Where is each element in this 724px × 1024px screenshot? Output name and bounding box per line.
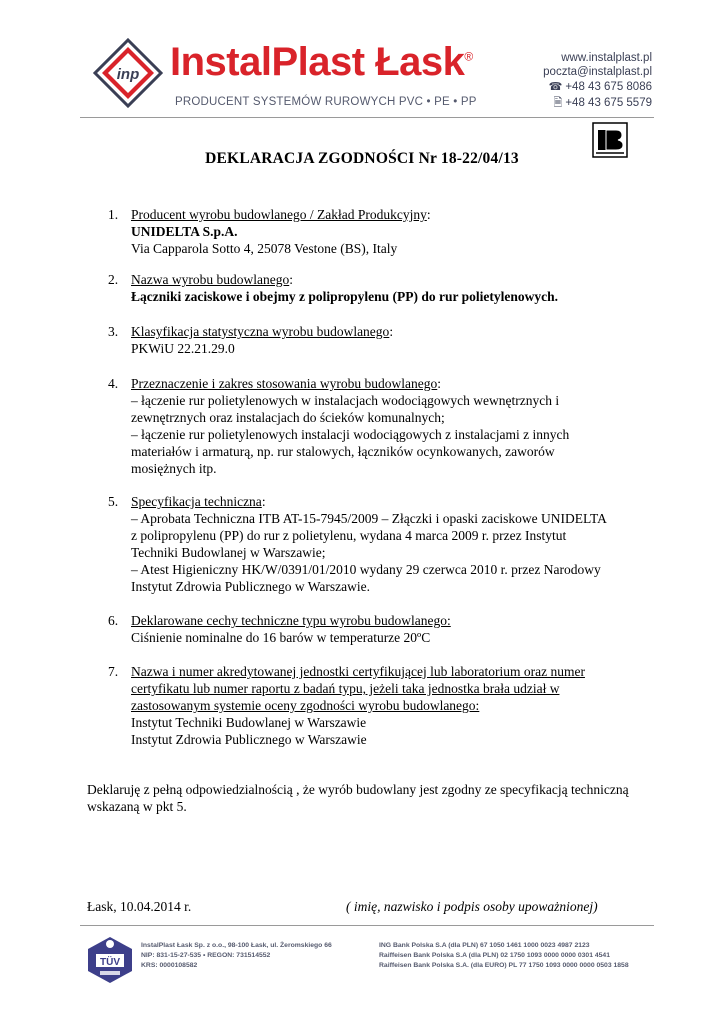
list-item: [108, 612, 668, 646]
footer-bank-3: Raiffeisen Bank Polska S.A. (dla EURO) PL 77 1750 1093 0000 0000 0503 1858: [379, 962, 629, 969]
item-number: 5.: [108, 494, 119, 509]
footer-bank-1: ING Bank Polska S.A (dla PLN) 67 1050 1461 1000 0023 4987 2123: [379, 942, 590, 949]
footer-divider: [80, 925, 654, 926]
certifying-body: Instytut Techniki Budowlanej w Warszawie: [131, 715, 367, 730]
brand-name: [170, 40, 473, 85]
fax-icon: 🗎: [553, 97, 563, 109]
item-number: 3.: [108, 324, 119, 339]
item-number: 1.: [108, 207, 119, 222]
company-logo-icon: [93, 38, 163, 108]
manufacturer-name: UNIDELTA S.p.A.: [131, 224, 238, 239]
list-item: 5. Specyfikacja techniczna: – Aprobata Techniczna ITB AT-15-7945/2009 – Złączki i opaski zaciskowe UNIDELTA z polipropylenu (PP) do rur z polietylenu, wydana 4 marca 2009 r. przez Instytut Techniki Budowlanej w Warszawie; – Atest Higieniczny HK/W/0391/01/2010 wydany 29 czerwca 2010 r. przez Narodowy Instytut Zdrowia Publicznego w Warszawie.: [108, 493, 668, 595]
item-heading: zastosowanym systemie oceny zgodności wyrobu budowlanego:: [131, 698, 480, 713]
list-item: 2. Nazwa wyrobu budowlanego: Łączniki zaciskowe i obejmy z polipropylenu (PP) do rur polietylenowych.: [108, 271, 668, 305]
footer-nip: NIP: 831-15-27-535 • REGON: 731514552: [141, 952, 271, 959]
item-heading: Przeznaczenie i zakres stosowania wyrobu budowlanego: [131, 376, 438, 391]
item-line: – Atest Higieniczny HK/W/0391/01/2010 wydany 29 czerwca 2010 r. przez Narodowy: [131, 562, 601, 577]
item-line: materiałów i armaturą, np. rur stalowych, łączników ocynkowanych, zaworów: [131, 444, 555, 459]
registered-mark: ®: [464, 49, 473, 64]
item-line: Instytut Zdrowia Publicznego w Warszawie.: [131, 579, 370, 594]
fax-number: +48 43 675 5579: [565, 97, 652, 109]
manufacturer-address: Via Capparola Sotto 4, 25078 Vestone (BS), Italy: [131, 241, 398, 256]
classification-code: PKWiU 22.21.29.0: [131, 341, 235, 356]
list-item: [108, 663, 668, 748]
item-heading: certyfikatu lub numer raportu z badań typu, jeżeli taka jednostka brała udział w: [131, 681, 560, 696]
item-number: 6.: [108, 613, 119, 628]
website-link[interactable]: www.instalplast.pl: [561, 52, 652, 64]
item-number: 4.: [108, 376, 119, 391]
signature-caption: ( imię, nazwisko i podpis osoby upoważnionej): [346, 899, 598, 914]
list-item: 1. Producent wyrobu budowlanego / Zakład Produkcyjny: UNIDELTA S.p.A. Via Capparola Sotto 4, 25078 Vestone (BS), Italy: [108, 206, 668, 257]
phone-number: +48 43 675 8086: [565, 81, 652, 93]
footer-krs: KRS: 0000108582: [141, 962, 198, 969]
document-title: DEKLARACJA ZGODNOŚCI Nr 18-22/04/13: [205, 150, 519, 167]
item-heading: Producent wyrobu budowlanego / Zakład Produkcyjny: [131, 207, 427, 222]
tuv-certification-icon: [86, 935, 134, 985]
item-heading: Specyfikacja techniczna: [131, 494, 262, 509]
brand-tagline: PRODUCENT SYSTEMÓW RUROWYCH PVC • PE • PP: [175, 96, 477, 108]
item-line: – łączenie rur polietylenowych instalacji wodociągowych z instalacjami z innych: [131, 427, 570, 442]
item-heading: Klasyfikacja statystyczna wyrobu budowlanego: [131, 324, 390, 339]
item-number: 7.: [108, 664, 119, 679]
item-number: 2.: [108, 272, 119, 287]
item-heading: Nazwa i numer akredytowanej jednostki certyfikującej lub laboratorium oraz numer: [131, 664, 585, 679]
item-line: mosiężnych itp.: [131, 461, 217, 476]
fax-line: [553, 94, 652, 113]
header-divider: [80, 117, 654, 118]
item-line: Techniki Budowlanej w Warszawie;: [131, 545, 326, 560]
item-line: – Aprobata Techniczna ITB AT-15-7945/2009 – Złączki i opaski zaciskowe UNIDELTA: [131, 511, 607, 526]
footer-company: InstalPlast Łask Sp. z o.o., 98-100 Łask, ul. Żeromskiego 66: [141, 942, 332, 949]
footer-bank-2: Raiffeisen Bank Polska S.A (dla PLN) 02 1750 1093 0000 0000 0301 4541: [379, 952, 610, 959]
item-line: – łączenie rur polietylenowych w instalacjach wodociągowych wewnętrznych i: [131, 393, 560, 408]
badge-text: TÜV: [100, 957, 120, 968]
email-link[interactable]: poczta@instalplast.pl: [543, 66, 652, 78]
item-line: zewnętrznych oraz instalacjach do ścieków komunalnych;: [131, 410, 445, 425]
nominal-pressure: Ciśnienie nominalne do 16 barów w temperaturze 20ºC: [131, 630, 431, 645]
place-date: Łask, 10.04.2014 r.: [87, 899, 192, 914]
declaration-text: Deklaruję z pełną odpowiedzialnością , że wyrób budowlany jest zgodny ze specyfikacją techniczną wskazaną w pkt 5.: [87, 782, 629, 814]
phone-icon: ☎: [548, 81, 563, 93]
certifying-body: Instytut Zdrowia Publicznego w Warszawie: [131, 732, 367, 747]
phone-line: [549, 80, 652, 93]
item-heading: Nazwa wyrobu budowlanego: [131, 272, 290, 287]
item-heading: Deklarowane cechy techniczne typu wyrobu budowlanego:: [131, 613, 451, 628]
list-item: 3. Klasyfikacja statystyczna wyrobu budowlanego: PKWiU 22.21.29.0: [108, 323, 668, 357]
product-name: Łączniki zaciskowe i obejmy z polipropylenu (PP) do rur polietylenowych.: [131, 289, 558, 304]
brand-name-text: InstalPlast Łask: [170, 40, 465, 84]
item-line: z polipropylenu (PP) do rur z polietylenu, wydana 4 marca 2009 r. przez Instytut: [131, 528, 567, 543]
logo-text: inp: [116, 66, 140, 83]
list-item: 4. Przeznaczenie i zakres stosowania wyrobu budowlanego: – łączenie rur polietylenowych w instalacjach wodociągowych wewnętrznych i zewnętrznych oraz instalacjach do ścieków komunalnych; – łączenie rur polietylenowych instalacji wodociągowych z instalacjami z innych materiałów i armaturą, np. rur stalowych, łączników ocynkowanych, zaworów mosiężnych itp.: [108, 375, 668, 477]
